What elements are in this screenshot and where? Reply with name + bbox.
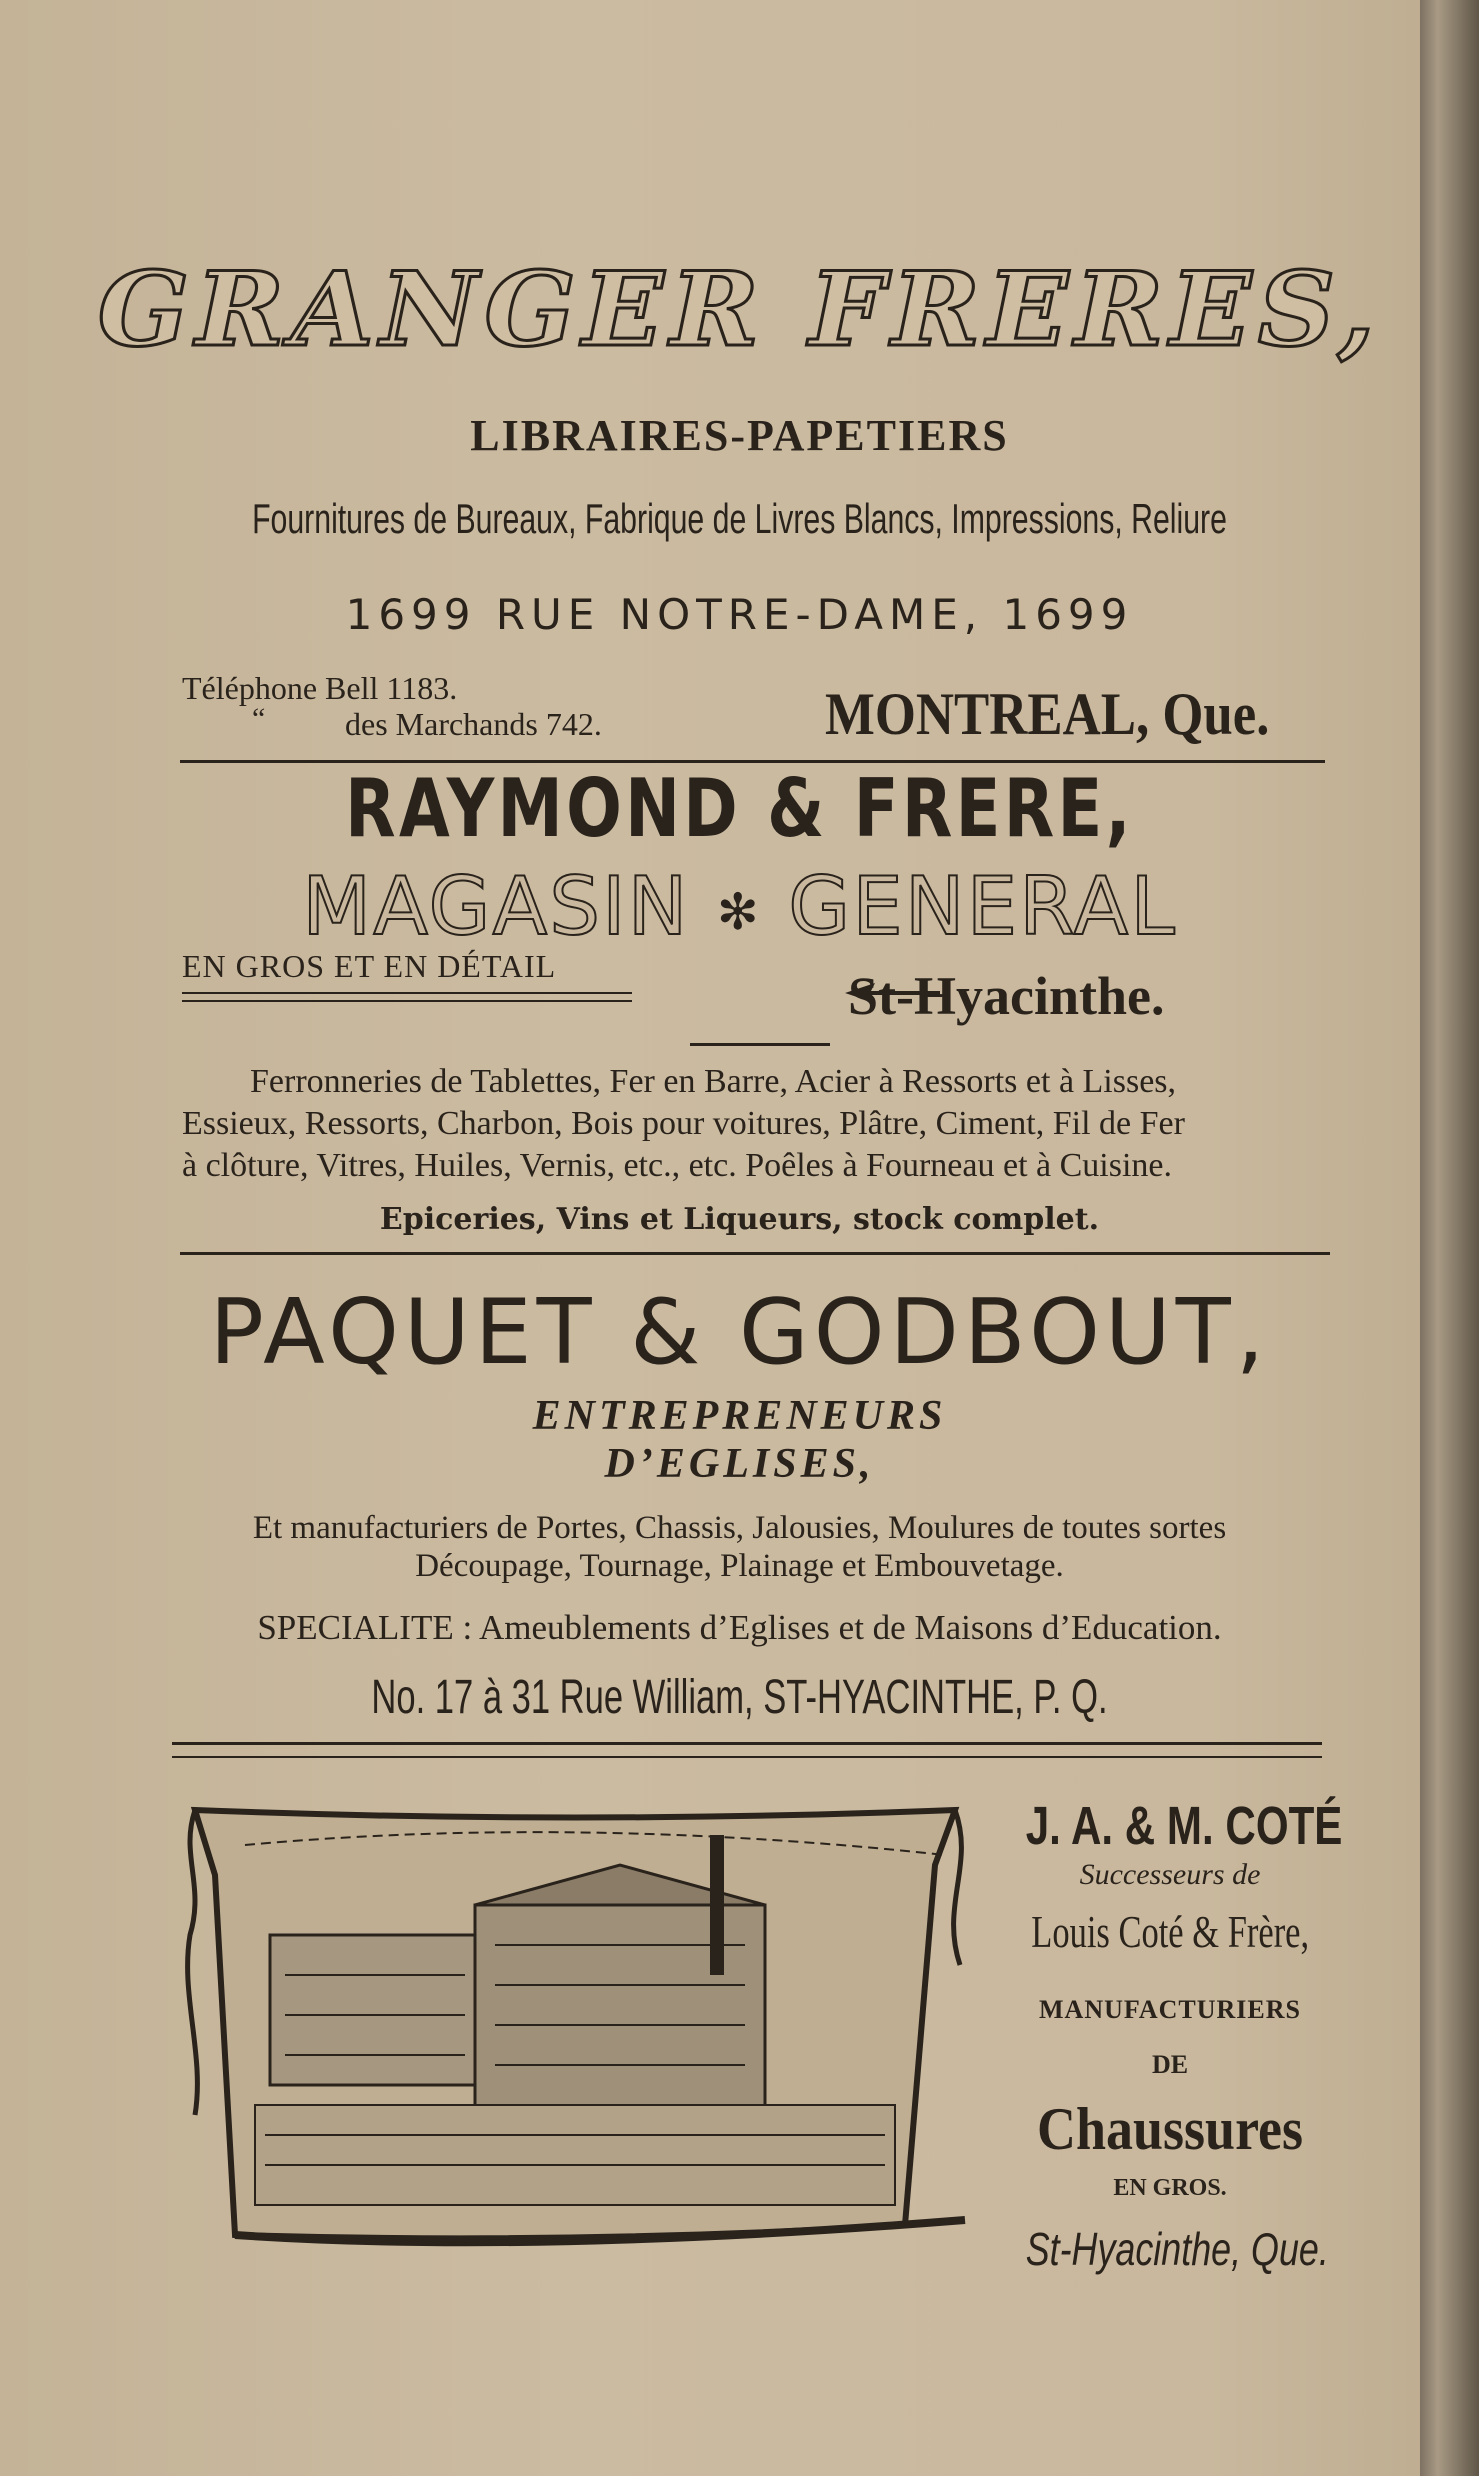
- factory-illustration: [175, 1795, 975, 2275]
- granger-phone-bell: Téléphone Bell 1183.: [182, 670, 458, 706]
- paquet-manuf-line1: Et manufacturiers de Portes, Chassis, Jalousies, Moulures de toutes sortes: [252, 1510, 1227, 1546]
- star-ornament: ✻: [716, 883, 761, 942]
- raymond-desc-line3: à clôture, Vitres, Huiles, Vernis, etc., etc. Poêles à Fourneau et à Cuisine.: [182, 1147, 1173, 1184]
- granger-services: Fournitures de Bureaux, Fabrique de Livres Blancs, Impressions, Reliure: [252, 495, 1227, 542]
- ditto-mark: “: [252, 702, 266, 735]
- granger-phone-marchands: des Marchands 742.: [345, 706, 602, 742]
- paquet-role-line1: ENTREPRENEURS: [532, 1393, 947, 1439]
- paquet-role-line2: D’EGLISES,: [604, 1441, 875, 1487]
- granger-subtitle: LIBRAIRES-PAPETIERS: [470, 411, 1009, 460]
- paquet-address: No. 17 à 31 Rue William, ST-HYACINTHE, P. Q.: [371, 1671, 1108, 1724]
- granger-city: MONTREAL, Que.: [825, 681, 1270, 747]
- book-edge: [1420, 0, 1479, 2476]
- paquet-title: PAQUET & GODBOUT,: [209, 1280, 1270, 1385]
- divider-rule: [172, 1756, 1322, 1758]
- underline-rule: [182, 1000, 632, 1002]
- granger-title: GRANGER FRERES,: [97, 250, 1382, 370]
- cote-successors: Successeurs de: [1079, 1858, 1261, 1891]
- paquet-manuf-line2: Découpage, Tournage, Plainage et Embouvetage.: [415, 1548, 1064, 1584]
- raymond-grocery: Epiceries, Vins et Liqueurs, stock complet.: [379, 1202, 1100, 1237]
- divider-rule: [180, 1252, 1330, 1255]
- paquet-specialty: SPECIALITE : Ameublements d’Eglises et de Maisons d’Education.: [257, 1608, 1222, 1647]
- short-rule: [690, 1043, 830, 1046]
- cote-de: DE: [1151, 2050, 1189, 2079]
- raymond-store-heading: [0, 860, 1479, 953]
- raymond-wholesale: EN GROS ET EN DÉTAIL: [182, 948, 557, 984]
- raymond-city: St-Hyacinthe.: [848, 966, 1165, 1026]
- cote-manufacturers: MANUFACTURIERS: [1039, 1995, 1301, 2024]
- store-right: GENERAL: [788, 860, 1177, 953]
- cote-predecessor: Louis Coté & Frère,: [1031, 1906, 1310, 1957]
- raymond-desc-line2: Essieux, Ressorts, Charbon, Bois pour voitures, Plâtre, Ciment, Fil de Fer: [182, 1105, 1185, 1142]
- cote-title: J. A. & M. COTÉ: [1025, 1796, 1343, 1856]
- raymond-title: RAYMOND & FRERE,: [345, 762, 1134, 855]
- cote-wholesale: EN GROS.: [1113, 2175, 1227, 2201]
- granger-address: 1699 RUE NOTRE-DAME, 1699: [345, 590, 1134, 639]
- raymond-desc-line1: Ferronneries de Tablettes, Fer en Barre, Acier à Ressorts et à Lisses,: [250, 1063, 1177, 1100]
- store-left: MAGASIN: [302, 860, 690, 953]
- underline-rule: [182, 992, 632, 994]
- cote-city: St-Hyacinthe, Que.: [1025, 2223, 1329, 2275]
- divider-rule: [172, 1742, 1322, 1745]
- cote-product: Chaussures: [1036, 2096, 1304, 2162]
